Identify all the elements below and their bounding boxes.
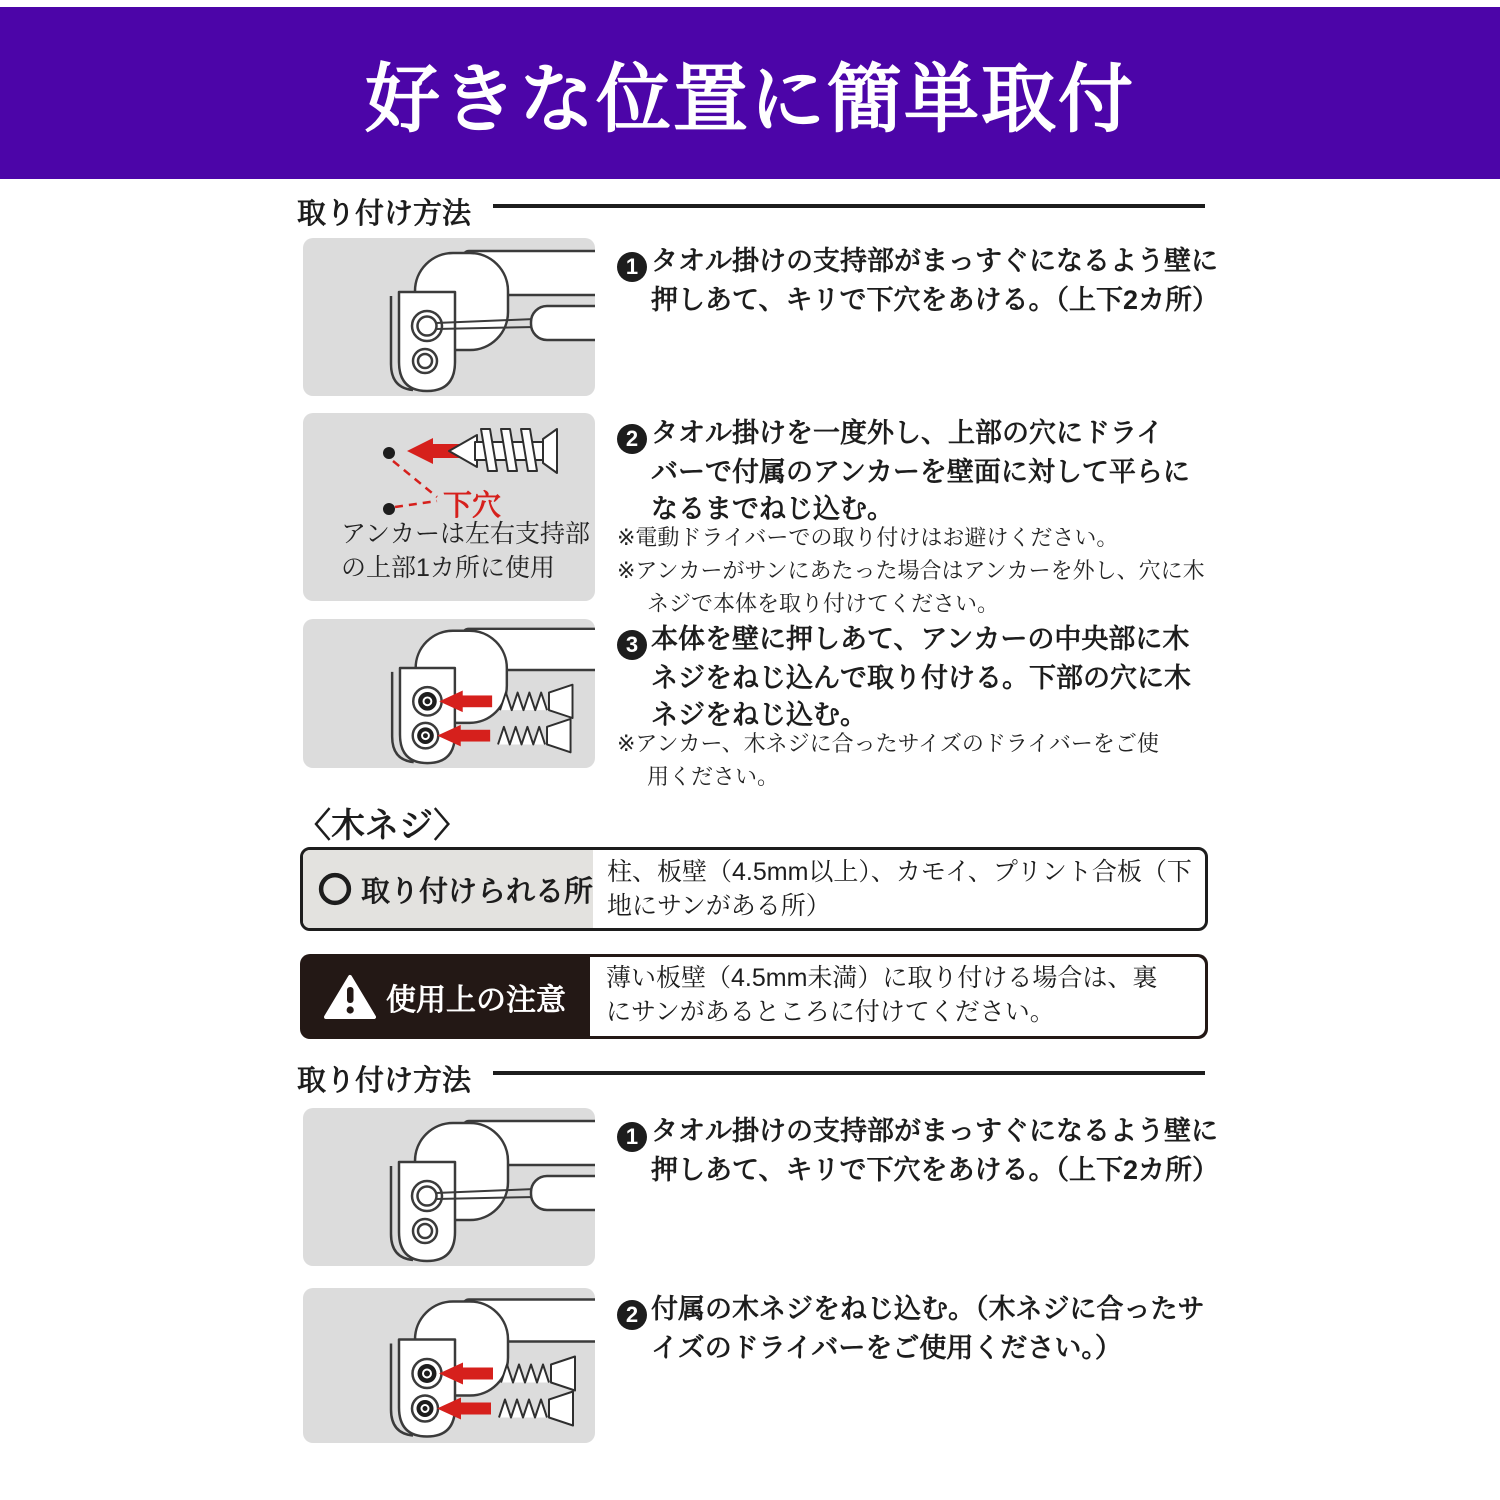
- mountable-places-header-cell: [303, 850, 593, 928]
- step-line: バーで付属のアンカーを壁面に対して平らに: [651, 457, 1190, 487]
- mountable-places-text: 柱、板壁（4.5mm以上）、カモイ、プリント合板（下 地にサンがある所）: [607, 858, 1192, 920]
- illustration-box-method2-step2: [303, 1288, 595, 1443]
- note-line: ※アンカーがサンにあたった場合はアンカーを外し、穴に木: [617, 558, 1205, 583]
- illustration-box-step1: [303, 238, 595, 396]
- step-line: イズのドライバーをご使用ください。）: [651, 1333, 1122, 1363]
- caution-text: 薄い板壁（4.5mm未満）に取り付ける場合は、裏 にサンがあるところに付けてください。: [590, 957, 1205, 1036]
- step-line: ネジをねじ込んで取り付ける。下部の穴に木: [651, 663, 1191, 693]
- bracket-awl-illustration: [303, 238, 595, 396]
- note-line: ネジで本体を取り付けてください。: [647, 591, 1000, 616]
- step-line: 3 本体を壁に押しあて、アンカーの中央部に木: [617, 621, 1217, 660]
- bracket-screws-illustration: [303, 1288, 595, 1443]
- step-line: 1 タオル掛けの支持部がまっすぐになるよう壁に: [617, 243, 1217, 282]
- method2-step2: [617, 1291, 1217, 1367]
- step2-number-badge: 2: [617, 1300, 647, 1330]
- note-line: ※電動ドライバーでの取り付けはお避けください。: [617, 525, 1119, 550]
- pilot-hole-label: 下穴: [443, 490, 502, 522]
- illustration-box-method2-step1: [303, 1108, 595, 1266]
- step1-number-badge: 1: [617, 1122, 647, 1152]
- step-line: 押しあて、キリで下穴をあける。（上下2カ所）: [651, 1155, 1219, 1185]
- step-line: 2 タオル掛けを一度外し、上部の穴にドライ: [617, 415, 1217, 454]
- page-banner: [0, 7, 1500, 179]
- method1-step2-notes: [617, 521, 1217, 620]
- method1-step3: [617, 621, 1217, 734]
- mountable-places-label: 取り付けられる所: [360, 875, 593, 908]
- illustration-box-step3: [303, 619, 595, 768]
- step-line: 2 付属の木ネジをねじ込む。（木ネジに合ったサ: [617, 1291, 1217, 1330]
- method1-step3-notes: [617, 727, 1217, 793]
- method2-heading: 取り付け方法: [297, 1065, 472, 1097]
- caution-header-cell: [300, 954, 590, 1039]
- method1-step2: [617, 415, 1217, 528]
- circle-ok-icon: [317, 867, 353, 911]
- step1-number-badge: 1: [617, 252, 647, 282]
- step-line: 押しあて、キリで下穴をあける。（上下2カ所）: [651, 285, 1219, 315]
- caution-box: [300, 954, 1208, 1039]
- heading-rule: [493, 204, 1205, 208]
- step-line: 1 タオル掛けの支持部がまっすぐになるよう壁に: [617, 1113, 1217, 1152]
- method1-heading: 取り付け方法: [297, 198, 472, 230]
- step3-number-badge: 3: [617, 630, 647, 660]
- bracket-screws-illustration: [303, 619, 595, 768]
- heading-rule: [493, 1071, 1205, 1075]
- illustration-box-step2: [303, 413, 595, 601]
- step-line: なるまでねじ込む。: [651, 494, 894, 524]
- caution-label: 使用上の注意: [386, 983, 566, 1017]
- page-title: 好きな位置に簡単取付: [364, 56, 1135, 141]
- warning-icon: [324, 974, 376, 1020]
- note-line: ※アンカー、木ネジに合ったサイズのドライバーをご使: [617, 731, 1159, 756]
- method2-step1: [617, 1113, 1217, 1189]
- step-line: ネジをねじ込む。: [651, 700, 867, 730]
- step2-number-badge: 2: [617, 424, 647, 454]
- wood-screw-heading: 〈木ネジ〉: [297, 807, 468, 845]
- method1-step1: [617, 243, 1217, 319]
- bracket-awl-illustration: [303, 1108, 595, 1266]
- anchor-caption: アンカーは左右支持部 の上部1カ所に使用: [341, 520, 591, 582]
- mountable-places-box: [300, 847, 1208, 931]
- note-line: 用ください。: [647, 764, 780, 789]
